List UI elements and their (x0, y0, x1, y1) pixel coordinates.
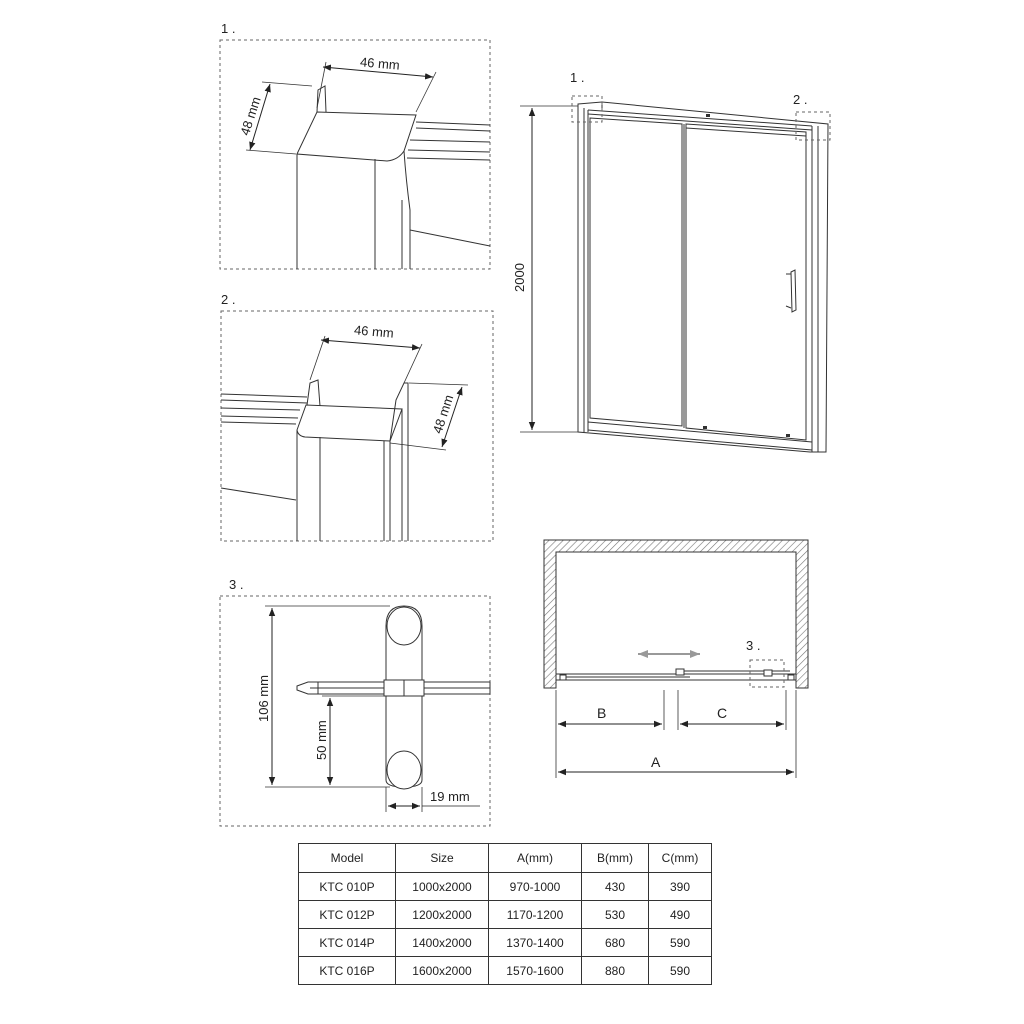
cell-model: KTC 016P (299, 957, 396, 985)
cell-model: KTC 010P (299, 873, 396, 901)
table-row (299, 929, 712, 957)
cell-a: 970-1000 (489, 873, 582, 901)
detail-3 (220, 577, 490, 826)
cell-b: 880 (582, 957, 649, 985)
detail-1-width-label: 46 mm (359, 54, 401, 73)
spec-header-model: Model (299, 844, 396, 873)
front-view-marker-2-label: 2 . (793, 92, 808, 107)
detail-1 (220, 21, 490, 269)
detail-2-width-label: 46 mm (353, 322, 395, 341)
spec-header-c: C(mm) (649, 844, 712, 873)
spec-table (298, 843, 712, 985)
cell-model: KTC 012P (299, 901, 396, 929)
plan-view-marker-3-label: 3 . (746, 638, 761, 653)
table-row (299, 873, 712, 901)
cell-size: 1200x2000 (396, 901, 489, 929)
spec-table-header-row (299, 844, 712, 873)
spec-header-b: B(mm) (582, 844, 649, 873)
cell-c: 590 (649, 929, 712, 957)
table-row (299, 957, 712, 985)
spec-header-a: A(mm) (489, 844, 582, 873)
front-view-height-label: 2000 (512, 263, 527, 292)
detail-3-label: 3 . (229, 577, 244, 592)
cell-c: 490 (649, 901, 712, 929)
detail-2-depth-label: 48 mm (429, 392, 457, 436)
plan-view-wall (544, 540, 808, 688)
spec-header-size: Size (396, 844, 489, 873)
cell-c: 590 (649, 957, 712, 985)
detail-1-depth-label: 48 mm (237, 94, 264, 138)
cell-c: 390 (649, 873, 712, 901)
detail-2 (221, 292, 493, 541)
cell-model: KTC 014P (299, 929, 396, 957)
cell-size: 1400x2000 (396, 929, 489, 957)
detail-1-label: 1 . (221, 21, 236, 36)
detail-3-offset-label: 19 mm (430, 789, 470, 804)
cell-b: 680 (582, 929, 649, 957)
cell-b: 430 (582, 873, 649, 901)
cell-a: 1370-1400 (489, 929, 582, 957)
plan-view-label-c: C (717, 705, 728, 721)
cell-size: 1000x2000 (396, 873, 489, 901)
detail-2-label: 2 . (221, 292, 236, 307)
cell-size: 1600x2000 (396, 957, 489, 985)
table-row (299, 901, 712, 929)
plan-view (544, 540, 808, 778)
detail-3-lower-height-label: 50 mm (314, 720, 329, 760)
detail-3-total-height-label: 106 mm (256, 675, 271, 722)
cell-a: 1170-1200 (489, 901, 582, 929)
front-view-marker-1-label: 1 . (570, 70, 585, 85)
cell-b: 530 (582, 901, 649, 929)
plan-view-label-a: A (651, 754, 661, 770)
front-view (512, 70, 830, 452)
cell-a: 1570-1600 (489, 957, 582, 985)
plan-view-label-b: B (597, 705, 607, 721)
